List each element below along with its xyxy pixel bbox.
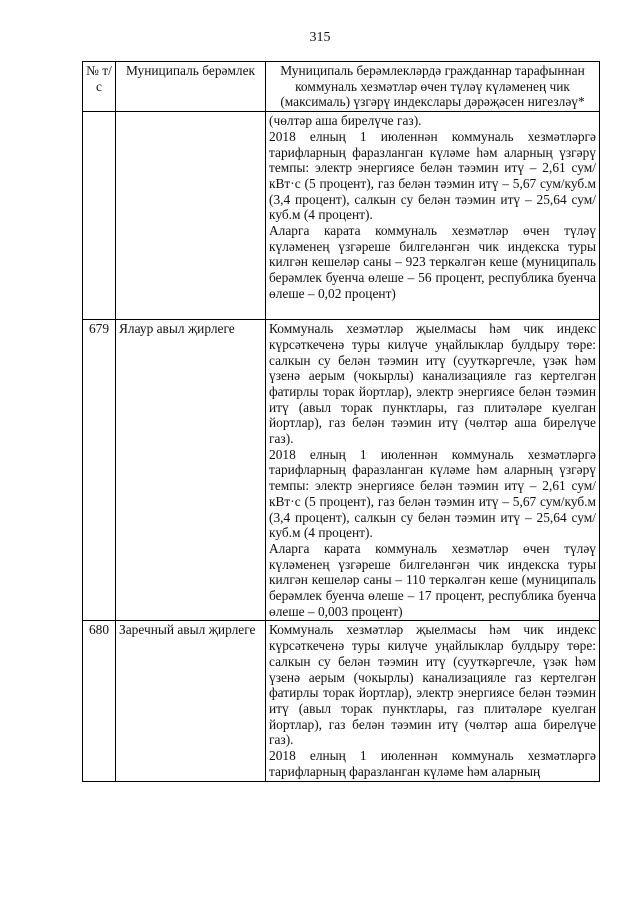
row-description xyxy=(266,621,600,781)
description-paragraph: Коммуналь хезмәтләр җыелмасы һәм чик индекс күрсәткеченә туры килүче уңайлыклар булдыру төре: салкын су белән тәэмин итү (сууткәргечле, үзәк һәм үзенә аерым (чокырлы) канализацияле газ кертелгән фатирлы торак йортлар), электр энергиясе белән тәэмин итү (авыл торак пунктлары, газ плитәләре куелган йортлар), газ белән тәэмин итү (чөлтәр аша бирелүче газ). xyxy=(269,321,596,447)
row-municipality: Ялаур авыл җирлеге xyxy=(116,320,266,621)
row-description xyxy=(266,320,600,621)
table-header-row xyxy=(83,62,600,112)
description-paragraph: Аларга карата коммуналь хезмәтләр өчен түләү күләменең үзгәреше билгеләнгән чик индекска туры килгән кешеләр саны – 923 теркәлгән кеше (муниципаль берәмлек буенча өлеше – 56 процент, республика буенча өлеше – 0,02 процент) xyxy=(269,223,596,301)
table-row xyxy=(83,112,600,320)
table-row xyxy=(83,320,600,621)
description-paragraph: Аларга карата коммуналь хезмәтләр өчен түләү күләменең үзгәреше билгеләнгән чик индекска туры килгән кешеләр саны – 110 теркәлгән кеше (муниципаль берәмлек буенча өлеше – 17 процент, республика буенча өлеше – 0,003 процент) xyxy=(269,540,596,619)
row-municipality xyxy=(116,112,266,320)
row-number xyxy=(83,112,116,320)
page-number: 315 xyxy=(309,30,331,45)
row-number: 680 xyxy=(83,621,116,781)
header-municipality: Муниципаль берәмлек xyxy=(116,62,266,112)
description-paragraph: Коммуналь хезмәтләр җыелмасы һәм чик индекс күрсәткеченә туры килүче уңайлыклар булдыру төре: салкын су белән тәэмин итү (сууткәргечле, үзәк һәм үзенә аерым (чокырлы) канализацияле газ кертелгән фатирлы торак йортлар), электр энергиясе белән тәэмин итү (авыл торак пунктлары, газ плитәләре куелган йортлар), газ белән тәэмин итү (чөлтәр аша бирелүче газ). xyxy=(269,622,596,748)
description-paragraph: 2018 елның 1 июленнән коммуналь хезмәтләргә тарифларның фаразланган күләме һәм аларның үзгәрү темпы: электр энергиясе белән тәэмин итү – 2,61 сум/кВт·с (5 процент), газ белән тәэмин итү – 5,67 сум/куб.м (3,4 процент), салкын су белән тәэмин итү – 25,64 сум/куб.м (4 процент). xyxy=(269,446,596,541)
tariff-table xyxy=(82,61,600,782)
row-municipality: Заречный авыл җирлеге xyxy=(116,621,266,781)
table-row xyxy=(83,621,600,781)
row-description xyxy=(266,112,600,320)
description-paragraph: (чөлтәр аша бирелүче газ). xyxy=(269,113,422,129)
row-number: 679 xyxy=(83,320,116,621)
header-basis: Муниципаль берәмлекләрдә гражданнар тарафыннан коммуналь хезмәтләр өчен түләү күләменең чик (максималь) үзгәрү индекслары дәрәҗәсен нигезләү* xyxy=(266,62,600,112)
header-number: № т/с xyxy=(83,62,116,112)
description-paragraph: 2018 елның 1 июленнән коммуналь хезмәтләргә тарифларның фаразланган күләме һәм аларның үзгәрү темпы: электр энергиясе белән тәэмин итү – 2,61 сум/кВт·с (5 процент), газ белән тәэмин итү – 5,67 сум/куб.м (3,4 процент), салкын су белән тәэмин итү – 25,64 сум/куб.м (4 процент). xyxy=(269,128,596,223)
description-paragraph: 2018 елның 1 июленнән коммуналь хезмәтләргә тарифларның фаразланган күләме һәм аларның xyxy=(269,748,596,779)
